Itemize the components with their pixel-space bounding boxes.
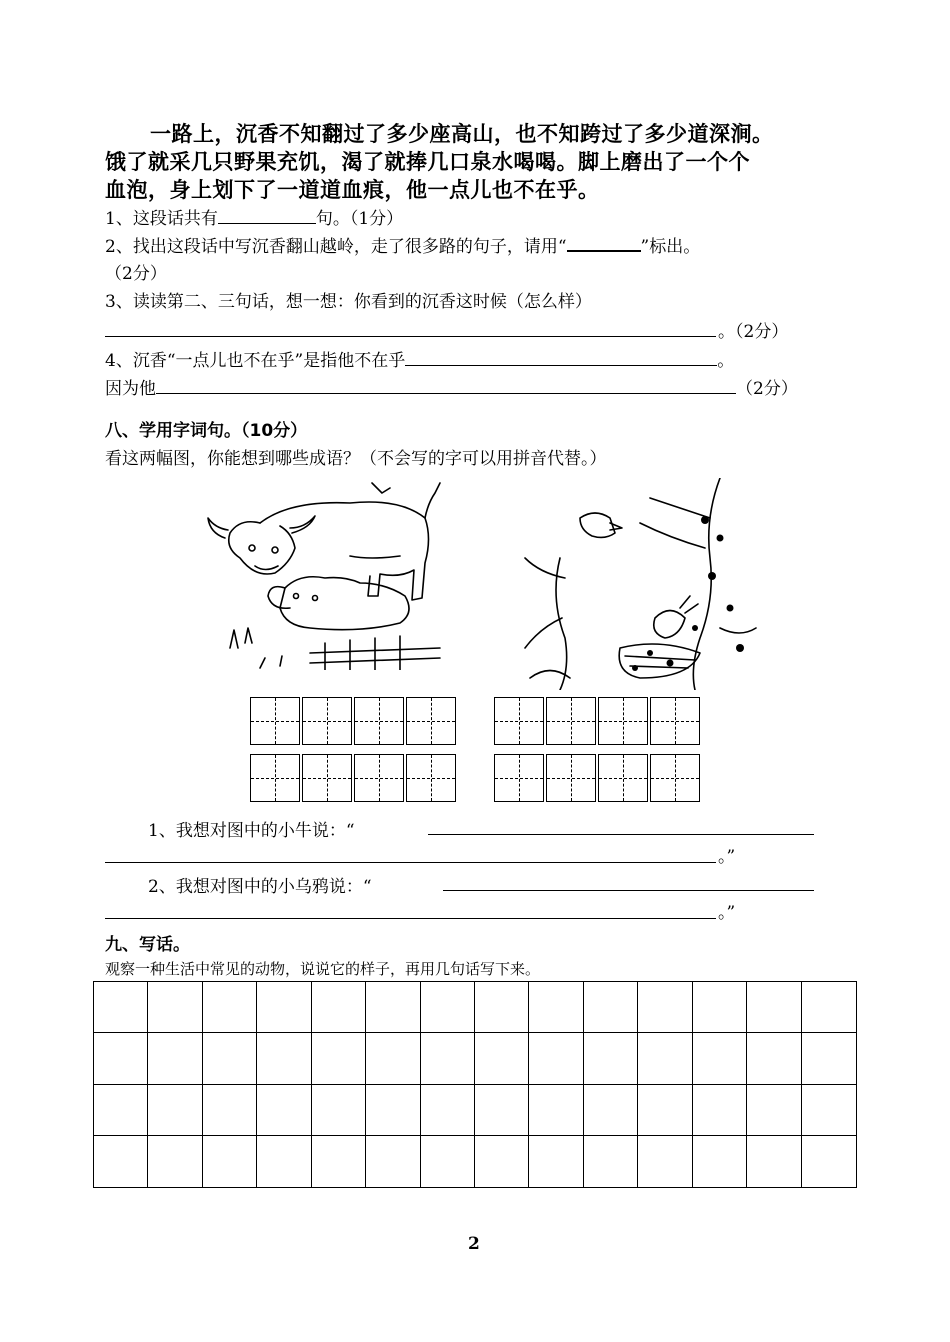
question-4: 4、沉香“一点儿也不在乎”是指他不在乎 。 [105,351,735,371]
tian-box[interactable] [354,697,404,745]
question-4-because: 因为他 （2分） [105,379,798,399]
passage-line-3: 血泡，身上划下了一道道血痕，他一点儿也不在乎。 [105,177,600,202]
tian-box[interactable] [302,697,352,745]
idiom-boxes-crow-2[interactable] [494,754,701,802]
section-9-instruction: 观察一种生活中常见的动物，说说它的样子，再用几句话写下来。 [105,960,541,978]
section-9-heading: 九、写话。 [105,935,190,955]
idiom-boxes-cow-2[interactable] [250,754,457,802]
question-2: 2、找出这段话中写沉香翻山越岭，走了很多路的句子，请用“ ”标出。 [105,237,701,257]
passage-line-2: 饿了就采几只野果充饥，渴了就捧几口泉水喝喝。脚上磨出了一个个 [105,149,750,174]
tian-box[interactable] [598,697,648,745]
tian-box[interactable] [546,754,596,802]
prompt-crow: 2、我想对图中的小乌鸦说：“ [148,877,372,897]
tian-box[interactable] [302,754,352,802]
tian-box[interactable] [494,754,544,802]
question-3-score: 。（2分） [718,322,789,342]
tian-box[interactable] [494,697,544,745]
tian-box[interactable] [354,754,404,802]
page-number: 2 [468,1234,480,1254]
tian-box[interactable] [250,754,300,802]
tian-box[interactable] [406,754,456,802]
answer-line-crow-2[interactable] [105,918,716,919]
answer-blank-q4a[interactable] [405,351,717,366]
tian-box[interactable] [650,754,700,802]
idiom-boxes-crow-1[interactable] [494,697,701,745]
answer-blank-q1[interactable] [218,209,316,224]
answer-line-calf-1[interactable] [428,834,814,835]
passage-line-1: 一路上，沉香不知翻过了多少座高山，也不知跨过了多少道深涧。 [150,121,774,146]
cow-and-calf-illustration [200,478,445,670]
section-8-instruction: 看这两幅图，你能想到哪些成语？（不会写的字可以用拼音代替。） [105,449,607,469]
writing-grid[interactable] [93,981,857,1188]
prompt-crow-end: 。” [718,903,736,923]
underline-sample [567,236,641,252]
question-2-score: （2分） [105,264,167,284]
question-1: 1、这段话共有 句。（1分） [105,209,404,229]
tian-box[interactable] [250,697,300,745]
idiom-boxes-cow-1[interactable] [250,697,457,745]
crow-and-nest-illustration [520,478,758,690]
section-8-heading: 八、学用字词句。（10分） [105,421,308,441]
tian-box[interactable] [406,697,456,745]
answer-line-crow-1[interactable] [443,890,814,891]
answer-line-calf-2[interactable] [105,862,716,863]
prompt-calf: 1、我想对图中的小牛说：“ [148,821,355,841]
answer-blank-q4b[interactable] [156,379,736,394]
question-3: 3、读读第二、三句话，想一想：你看到的沉香这时候（怎么样） [105,292,592,312]
answer-line-q3[interactable] [105,336,716,337]
tian-box[interactable] [598,754,648,802]
tian-box[interactable] [546,697,596,745]
tian-box[interactable] [650,697,700,745]
prompt-calf-end: 。” [718,847,736,867]
